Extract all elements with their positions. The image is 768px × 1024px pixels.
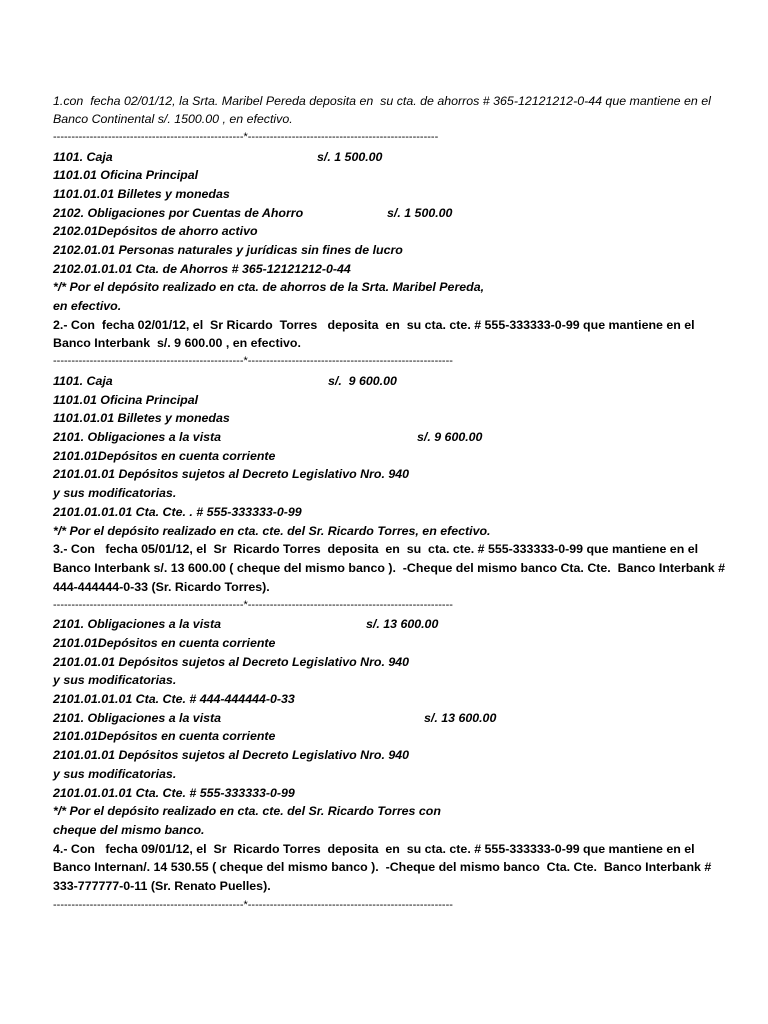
op3-statement-line1: 3.- Con fecha 05/01/12, el Sr Ricardo Torres deposita en su cta. cte. # 555-333333-0-99 que mantiene en el [53,542,699,556]
op1-statement-line1: 1.con fecha 02/01/12, la Srta. Maribel Pereda deposita en su cta. de ahorros # 365-12121212-0-44 que mantiene en el [53,94,711,108]
op1-entry-account: 2102.01.01 Personas naturales y jurídicas sin fines de lucro [53,243,403,257]
op3-entry-account: 2101.01.01.01 Cta. Cte. # 555-333333-0-99 [53,786,295,800]
op1-gloss: en efectivo. [53,299,122,313]
op3-entry-account: 2101.01Depósitos en cuenta corriente [53,729,276,743]
op3-entry-account: 2101.01.01 Depósitos sujetos al Decreto Legislativo Nro. 940 [53,655,410,669]
separator: ----------------------------------------------------*-------------------------------------------------------- [53,599,453,611]
op3-statement-line2: Banco Interbank s/. 13 600.00 ( cheque del mismo banco ). -Cheque del mismo banco Cta. Cte. Banco Interbank # [53,561,726,575]
op2-entry-account: 2101.01Depósitos en cuenta corriente [53,449,276,463]
op3-entry-account: 2101.01.01 Depósitos sujetos al Decreto Legislativo Nro. 940 [53,748,410,762]
op1-entry-account: 2102.01.01.01 Cta. de Ahorros # 365-12121212-0-44 [53,262,351,276]
op1-entry-account: 2102.01Depósitos de ahorro activo [53,224,258,238]
op3-entry-amount: s/. 13 600.00 [366,617,439,631]
op1-entry-account: 1101. Caja [53,150,113,164]
op4-statement-line1: 4.- Con fecha 09/01/12, el Sr Ricardo Torres deposita en su cta. cte. # 555-333333-0-99 que mantiene en el [53,842,695,856]
op2-entry-account: 2101.01.01 Depósitos sujetos al Decreto Legislativo Nro. 940 [53,467,410,481]
op1-gloss: */* Por el depósito realizado en cta. de ahorros de la Srta. Maribel Pereda, [53,280,485,294]
op3-entry-account: 2101. Obligaciones a la vista [53,711,222,725]
op2-entry-account: 1101.01 Oficina Principal [53,393,199,407]
op2-entry-account: 1101. Caja [53,374,113,388]
op3-entry-account: 2101. Obligaciones a la vista [53,617,222,631]
op3-entry-account: 2101.01.01.01 Cta. Cte. # 444-444444-0-33 [53,692,295,706]
op2-entry-account: y sus modificatorias. [53,486,177,500]
op3-entry-account: y sus modificatorias. [53,767,177,781]
op3-entry-amount: s/. 13 600.00 [424,711,497,725]
op4-statement-line2: Banco Internan/. 14 530.55 ( cheque del mismo banco ). -Cheque del mismo banco Cta. Cte. Banco Interbank # [53,860,712,874]
separator: ----------------------------------------------------*-------------------------------------------------------- [53,899,453,911]
separator: ----------------------------------------------------*-------------------------------------------------------- [53,355,453,367]
op1-entry-account: 1101.01.01 Billetes y monedas [53,187,230,201]
op1-entry-account: 1101.01 Oficina Principal [53,168,199,182]
op3-entry-account: 2101.01Depósitos en cuenta corriente [53,636,276,650]
op2-statement-line1: 2.- Con fecha 02/01/12, el Sr Ricardo Torres deposita en su cta. cte. # 555-333333-0-99 que mantiene en el [53,318,695,332]
op3-entry-account: y sus modificatorias. [53,673,177,687]
op1-statement-line2: Banco Continental s/. 1500.00 , en efectivo. [53,112,293,126]
op2-gloss: */* Por el depósito realizado en cta. cte. del Sr. Ricardo Torres, en efectivo. [53,524,491,538]
op3-statement-line3: 444-444444-0-33 (Sr. Ricardo Torres). [53,580,270,594]
separator: ----------------------------------------------------*---------------------------------------------------- [53,131,439,143]
op2-entry-amount: s/. 9 600.00 [328,374,397,388]
op2-entry-account: 2101.01.01.01 Cta. Cte. . # 555-333333-0-99 [53,505,302,519]
op2-entry-amount: s/. 9 600.00 [417,430,483,444]
op1-entry-amount: s/. 1 500.00 [387,206,453,220]
op4-statement-line3: 333-777777-0-11 (Sr. Renato Puelles). [53,879,271,893]
op3-gloss: cheque del mismo banco. [53,823,205,837]
op3-gloss: */* Por el depósito realizado en cta. cte. del Sr. Ricardo Torres con [53,804,441,818]
op1-entry-amount: s/. 1 500.00 [317,150,383,164]
op2-entry-account: 1101.01.01 Billetes y monedas [53,411,230,425]
op2-statement-line2: Banco Interbank s/. 9 600.00 , en efectivo. [53,336,301,350]
op2-entry-account: 2101. Obligaciones a la vista [53,430,222,444]
op1-entry-account: 2102. Obligaciones por Cuentas de Ahorro [53,206,304,220]
